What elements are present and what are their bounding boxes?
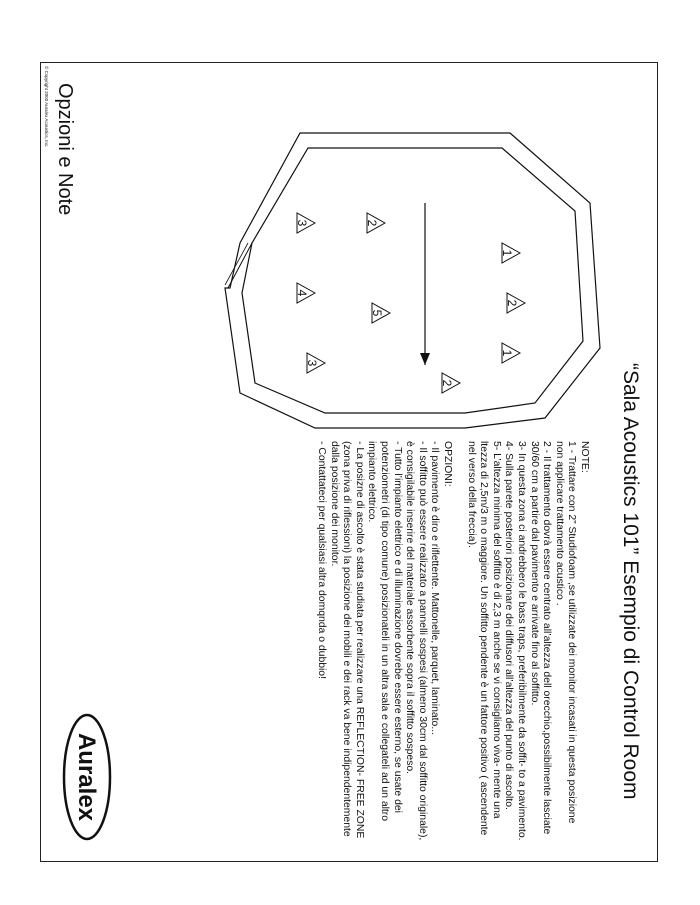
logo-text: Auralex — [73, 732, 100, 821]
marker-label: 2 — [365, 219, 379, 226]
options-heading: OPZIONI: — [442, 440, 454, 487]
marker-4-rear-center — [295, 283, 315, 303]
marker-3-rear-right — [295, 213, 315, 233]
copyright-line — [43, 66, 49, 266]
marker-1-front-right — [500, 243, 520, 263]
marker-label: 3 — [305, 359, 319, 366]
marker-label: 2 — [440, 379, 454, 386]
marker-2-front-center-left — [505, 293, 525, 313]
option-4: - La posizne di ascolto è stata studiata per realizzare una REFLECTION- FREE ZONE (zona priva di riflessioni) la posizione dei mobili e dei rack va bene indipendentemente dalla posizione dei monitor. — [328, 440, 365, 838]
note-4: 4- Sulla parete posteriori posizionare dei diffusori all’altezza del punto di ascolto. — [503, 440, 515, 810]
marker-label: 2 — [505, 299, 519, 306]
marker-label: 5 — [370, 309, 384, 316]
footer-title: Opzioni e Note — [54, 82, 76, 215]
spacer — [453, 441, 464, 841]
marker-label: 3 — [295, 219, 309, 226]
note-1: 1 - Trattare con 2” Studiofoam ,se utilizzate dei monitor incasati in questa posizione non applicare trattamento acustico . — [553, 440, 578, 823]
marker-label: 1 — [500, 249, 514, 256]
marker-triangles — [295, 213, 525, 393]
option-2: - Il soffitto può essere realizzato a pannelli sospesi (almeno 30cm dal soffitto originale), è consigilabile inserire del materiale assorbente sopra il soffitto sospeso. — [404, 440, 428, 840]
room-inner-wall — [242, 148, 583, 413]
floor-plan-diagram — [210, 103, 630, 443]
note-2: 2 - Il trattamento dovrà essere centrato all’altezza dell orecchio,possibilmente lasciate 30/60 cm a partire dal pavimento e arrivate fino al soffitto. — [528, 440, 553, 834]
arrow-head — [420, 353, 430, 365]
marker-1-front-left — [500, 343, 520, 363]
option-3: - Tutto l’impianto elettrico e di illuminazione dovrebe essere esterno, se usate dei potenziometri (di tipo comune) posizionateli in un altra sala e collegateli ad un altro impianto elettrico. — [366, 440, 403, 821]
marker-label: 4 — [295, 289, 309, 296]
option-5: - Contattateci per qualsiasi altra domqnda o dubbio! — [316, 440, 328, 679]
page-title: “Sala Acoustics 101” Esempio di Control Room — [619, 362, 642, 800]
note-5: 5- L’altezza minima del soffitto è di 2,3 m anche se vi consigliamo viva- mente una ltezza di 2,5m/3 m o maggiore. Un soffitto pendente è un fattore positivo ( ascendente nel verso della freccia). — [465, 440, 502, 835]
auralex-logo — [62, 713, 112, 841]
marker-3-rear-left — [305, 353, 325, 373]
notes-block — [315, 441, 590, 841]
door — [228, 243, 252, 288]
marker-2-side-right — [365, 213, 385, 233]
notes-heading: NOTE: — [579, 440, 590, 473]
marker-label: 1 — [500, 349, 514, 356]
marker-5-center — [370, 303, 390, 323]
rotated-sheet — [50, 63, 650, 843]
room-outer-wall — [225, 133, 600, 428]
copyright-text: © Copyright 2003 Auralex Acoustics, Inc. — [44, 66, 49, 148]
note-3: 3- In questa zona ci andrebbero le bass traps, preferibilmente da soffit- to a pavimento. — [516, 440, 528, 840]
option-1: - Il pavimento è diro e riflettente. Mattonelle, parquet, laminato... — [429, 440, 441, 735]
marker-2-side-left — [440, 373, 460, 393]
